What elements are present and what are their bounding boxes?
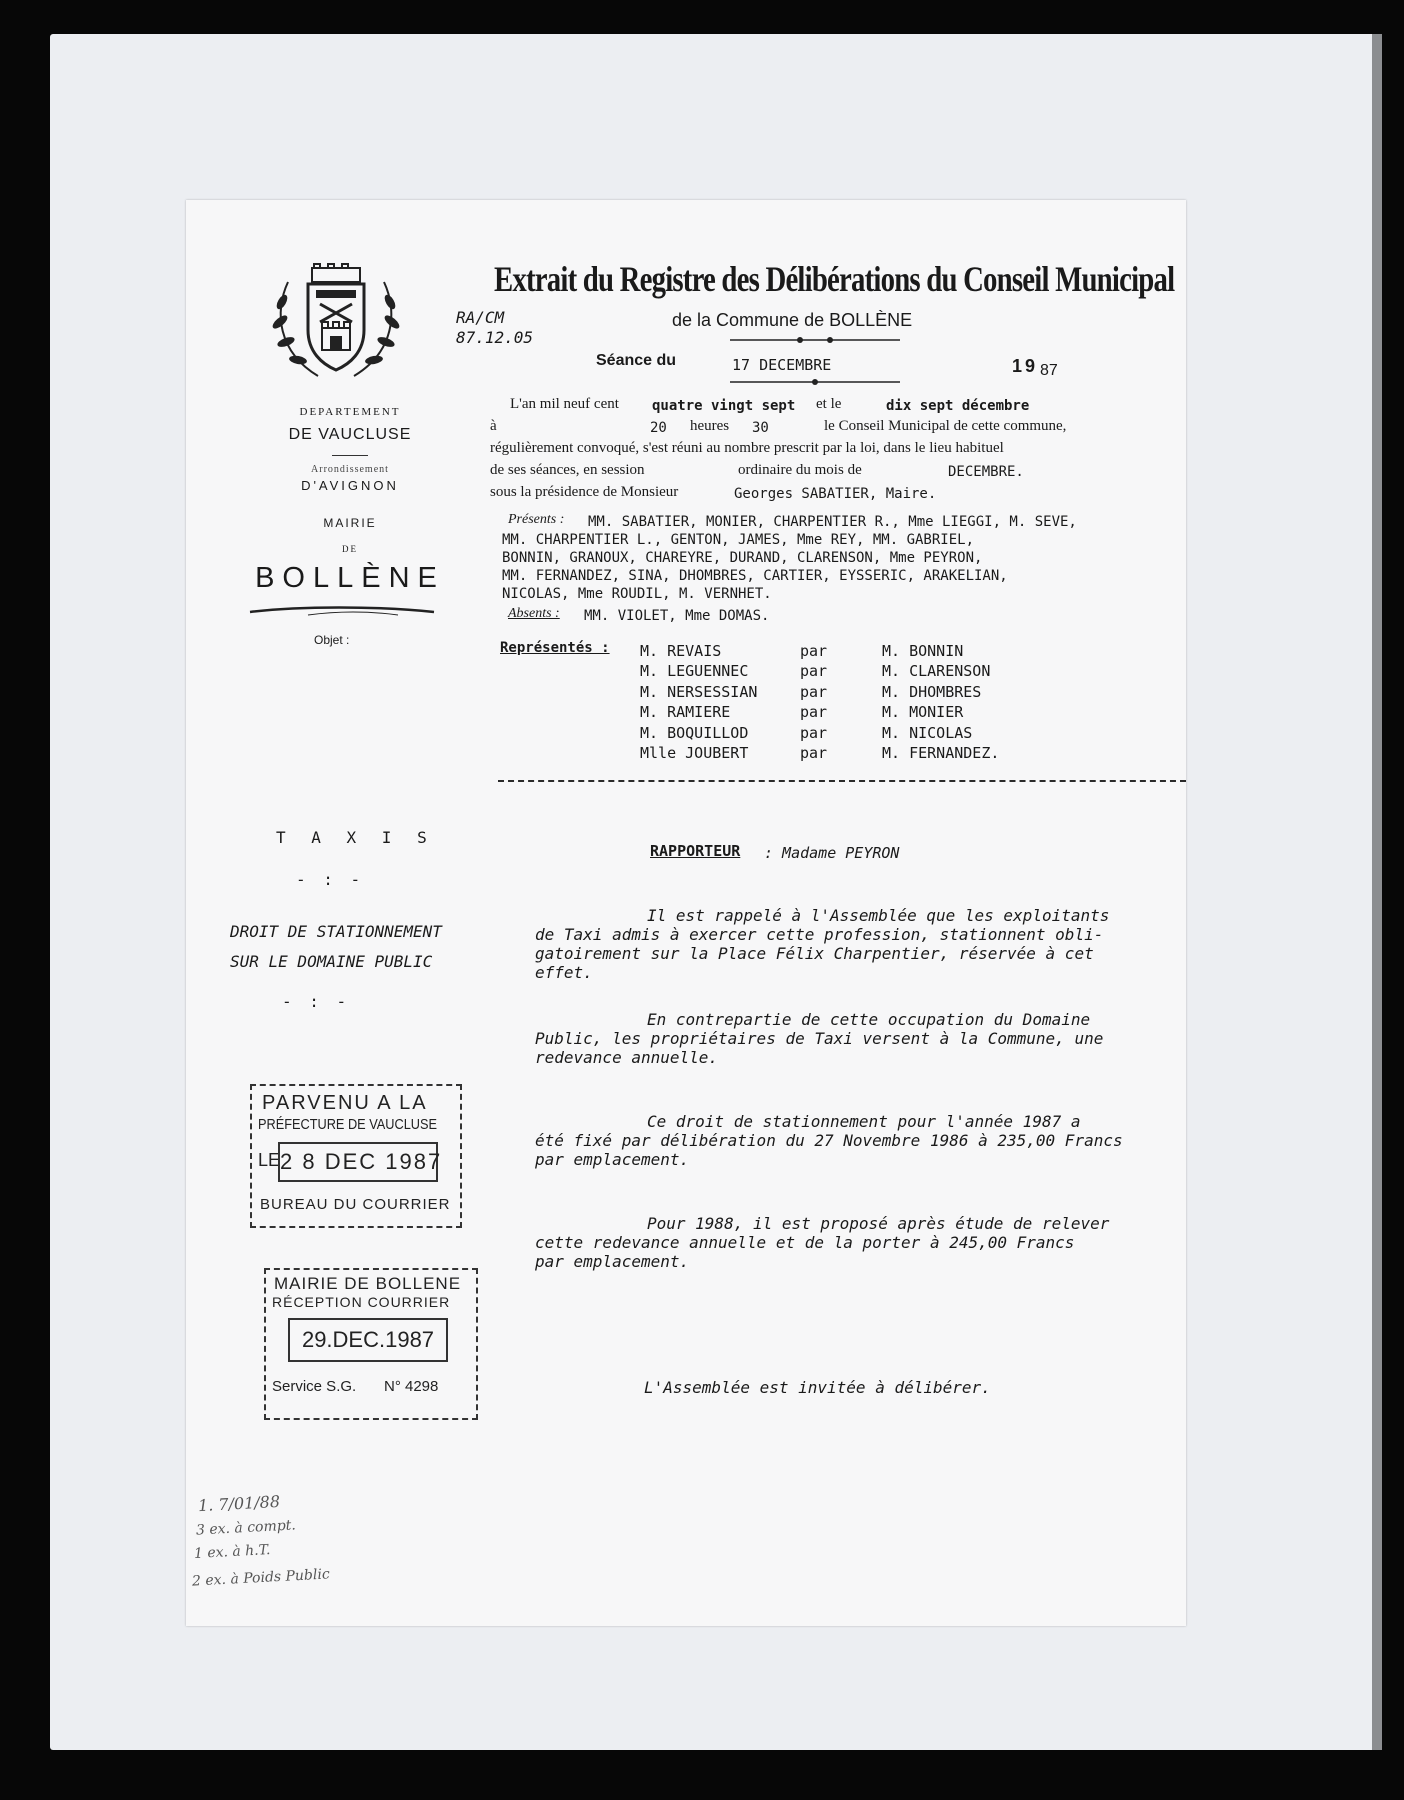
represented-par: par [800,703,828,722]
rapporteur-label: RAPPORTEUR [650,842,741,860]
mairie-reception-stamp [264,1268,478,1420]
stamp-text: PRÉFECTURE DE VAUCLUSE [258,1116,438,1133]
presents-line: MM. SABATIER, MONIER, CHARPENTIER R., Mme LIEGGI, M. SEVE, [588,514,1077,530]
stamp-text: MAIRIE DE BOLLENE [274,1274,462,1293]
paragraph-line: redevance annuelle. [535,1048,719,1067]
rapporteur-name: : Madame PEYRON [764,844,900,862]
absents-label: Absents : [508,606,560,621]
paragraph-2 [535,1010,1175,1067]
ornament-rule-icon [730,376,900,388]
represented-by: M. BONNIN [882,642,964,660]
intro-president: Georges SABATIER, Maire. [734,486,937,502]
document-title: Extrait du Registre des Délibérations du Conseil Municipal [494,259,1175,299]
handwritten-note: 3 ex. à compt. [195,1517,297,1539]
represented-par: par [800,723,828,742]
paragraph-line: par emplacement. [535,1150,690,1169]
stamp-text: PARVENU A LA [262,1092,428,1114]
represented-who: M. REVAIS [640,642,722,660]
represented-by: M. MONIER [882,703,964,722]
prefecture-stamp [250,1084,462,1228]
intro-text: heures [690,418,730,434]
paragraph-4 [535,1214,1175,1271]
intro-text: de ses séances, en session [490,462,645,478]
de-label: DE [342,544,358,554]
swash-ornament-icon [248,604,436,618]
represented-who: M. RAMIERE [640,703,731,722]
departement-name: DE VAUCLUSE [288,426,412,443]
stamp-date: 29.DEC.1987 [288,1318,448,1362]
paragraph-line: cette redevance annuelle et de la porter à 245,00 Francs [535,1233,1075,1252]
commune-name: BOLLÈNE [255,562,445,594]
represented-par: par [800,744,828,762]
mairie-label: MAIRIE [323,516,377,530]
presents-line: MM. FERNANDEZ, SINA, DHOMBRES, CARTIER, EYSSERIC, ARAKELIAN, [502,568,1008,584]
objet-label: Objet : [314,633,350,647]
arrondissement-label: Arrondissement [311,464,389,475]
intro-text: ordinaire du mois de [738,462,862,478]
intro-day-words: dix sept décembre [886,398,1030,414]
paragraph-line: par emplacement. [535,1252,690,1271]
objet-line-2: SUR LE DOMAINE PUBLIC [230,952,433,971]
year-prefix: 19 [1012,356,1039,376]
paragraph-line: de Taxi admis à exercer cette profession, stationnent obli- [535,925,1104,944]
intro-month: DECEMBRE. [948,464,1024,480]
paragraph-line: effet. [535,963,593,982]
reference-line-2: 87.12.05 [456,328,534,347]
intro-hour: 20 [650,420,667,436]
represented-by: M. FERNANDEZ. [882,744,1000,762]
seance-label: Séance du [596,352,677,369]
represented-label: Représentés : [500,640,610,656]
objet-line-1: DROIT DE STATIONNEMENT [230,922,442,941]
intro-text: L'an mil neuf cent [510,396,619,412]
paragraph-line: Pour 1988, il est proposé après étude de relever [647,1214,1110,1233]
represented-par: par [800,682,828,701]
commune-subtitle: de la Commune de BOLLÈNE [672,310,913,330]
stamp-number: N° 4298 [384,1378,439,1395]
represented-who: M. BOQUILLOD [640,723,749,742]
intro-minutes: 30 [752,420,769,436]
stamp-text: Service S.G. [272,1378,357,1395]
reference-line-1: RA/CM [456,308,505,327]
represented-par: par [800,662,828,681]
paragraph-line: gatoirement sur la Place Félix Charpentier, réservée à cet [535,944,1094,963]
board-edge [1372,34,1382,1750]
handwritten-note: 2 ex. à Poids Public [191,1566,331,1590]
intro-text: régulièrement convoqué, s'est réuni au nombre prescrit par la loi, dans le lieu habituel [490,440,1004,456]
seance-date: 17 DECEMBRE [732,356,832,374]
represented-who: Mlle JOUBERT [640,744,749,762]
ornament-rule-icon [730,334,900,346]
paragraph-line: été fixé par délibération du 27 Novembre 1986 à 235,00 Francs [535,1131,1123,1150]
departement-label: DEPARTEMENT [299,406,401,418]
paragraph-line: Il est rappelé à l'Assemblée que les exploitants [647,906,1110,925]
represented-who: M. LEGUENNEC [640,662,749,681]
objet-separator: - : - [296,870,365,889]
stamp-text: BUREAU DU COURRIER [260,1196,451,1213]
represented-par: par [800,642,828,660]
represented-by: M. DHOMBRES [882,682,982,701]
stamp-text: RÉCEPTION COURRIER [272,1294,451,1310]
objet-separator: - : - [282,992,351,1011]
intro-text: à [490,418,497,434]
intro-year-words: quatre vingt sept [652,398,796,414]
presents-line: MM. CHARPENTIER L., GENTON, JAMES, Mme REY, MM. GABRIEL, [502,532,975,548]
section-separator [498,780,1186,782]
divider [332,455,368,456]
presents-line: BONNIN, GRANOUX, CHAREYRE, DURAND, CLARENSON, Mme PEYRON, [502,550,983,566]
intro-text: et le [816,396,842,412]
paragraph-3 [535,1112,1175,1169]
represented-by: M. NICOLAS [882,723,973,742]
paragraph-1 [535,906,1175,982]
intro-text: le Conseil Municipal de cette commune, [824,418,1067,434]
bollene-crest-icon [266,262,406,386]
stamp-date: 2 8 DEC 1987 [278,1142,438,1182]
paragraph-line: Ce droit de stationnement pour l'année 1987 a [647,1112,1081,1131]
represented-by: M. CLARENSON [882,662,991,681]
intro-text: sous la présidence de Monsieur [490,484,679,500]
stamp-text: LE [258,1150,281,1170]
handwritten-note: 1 ex. à h.T. [193,1542,271,1562]
paragraph-line: Public, les propriétaires de Taxi versent à la Commune, une [535,1029,1104,1048]
represented-who: M. NERSESSIAN [640,682,758,701]
objet-title: T A X I S [276,828,435,847]
presents-line: NICOLAS, Mme ROUDIL, M. VERNHET. [502,586,772,602]
presents-label: Présents : [508,512,565,527]
absents-list: MM. VIOLET, Mme DOMAS. [584,608,770,624]
closing-line: L'Assemblée est invitée à délibérer. [644,1378,991,1397]
handwritten-note: 1. 7/01/88 [197,1491,281,1516]
paragraph-line: En contrepartie de cette occupation du Domaine [647,1010,1091,1029]
arrondissement-name: D'AVIGNON [301,478,399,493]
year-suffix: 87 [1040,362,1058,379]
